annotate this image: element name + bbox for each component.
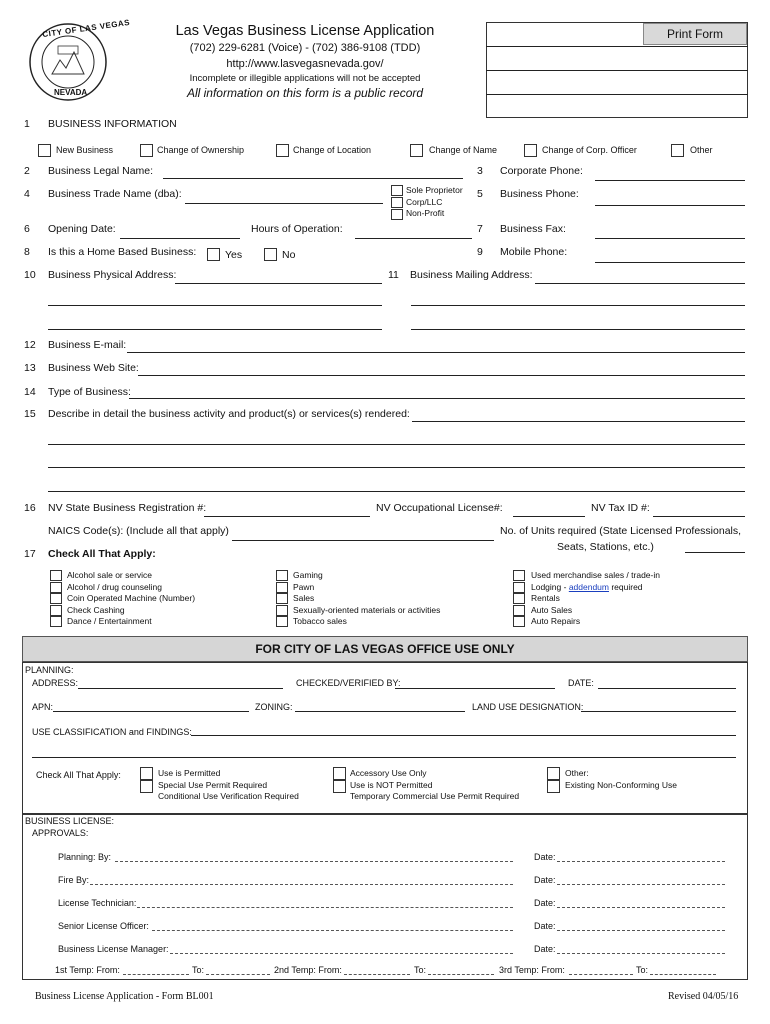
- physical-address-label: Business Physical Address:: [48, 269, 177, 281]
- row-11-number: 11: [388, 269, 399, 281]
- activity-col3-labels: [531, 570, 660, 628]
- approver-manager-input[interactable]: [170, 953, 513, 954]
- temp2-to-label: To:: [414, 965, 427, 975]
- approvals-heading: APPROVALS:: [32, 828, 89, 838]
- dance-label: Dance / Entertainment: [67, 616, 152, 626]
- fax-label: Business Fax:: [500, 223, 566, 235]
- mobile-label: Mobile Phone:: [500, 246, 568, 258]
- row-8-number: 8: [24, 246, 30, 258]
- check-all-heading: Check All That Apply:: [48, 548, 156, 560]
- accessory-use-checkbox[interactable]: [333, 767, 346, 780]
- new-business-checkbox[interactable]: [38, 144, 51, 157]
- accessory-use-label: Accessory Use Only: [350, 768, 427, 778]
- row-5-number: 5: [477, 188, 483, 200]
- home-no-label: No: [282, 249, 296, 261]
- sexually-oriented-checkbox[interactable]: [276, 605, 288, 616]
- coin-machine-label: Coin Operated Machine (Number): [67, 593, 196, 603]
- planning-heading: PLANNING:: [25, 665, 74, 675]
- used-merchandise-label: Used merchandise sales / trade-in: [531, 570, 660, 580]
- use-not-permitted-label: Use is NOT Permitted: [350, 779, 433, 790]
- nv-registration-input[interactable]: [204, 516, 370, 517]
- temp2-to-input[interactable]: [428, 974, 494, 975]
- non-profit-label: Non-Profit: [406, 208, 445, 218]
- alcohol-counseling-label: Alcohol / drug counseling: [67, 581, 162, 592]
- approver-planning-input[interactable]: [115, 861, 513, 862]
- special-use-label: Special Use Permit Required: [158, 779, 268, 790]
- approver-technician-input[interactable]: [137, 907, 513, 908]
- approver-senior-label: Senior License Officer:: [58, 921, 149, 931]
- change-name-label: Change of Name: [429, 145, 498, 155]
- row-9-number: 9: [477, 246, 483, 258]
- temp1-to-label: To:: [192, 965, 205, 975]
- corporate-phone-input[interactable]: [595, 180, 745, 181]
- corp-llc-label: Corp/LLC: [406, 196, 443, 207]
- office-check-all-label: Check All That Apply:: [36, 770, 121, 780]
- units-label-line-2: Seats, Stations, etc.): [557, 541, 654, 553]
- use-classification-input-2[interactable]: [32, 757, 736, 758]
- form-title: Las Vegas Business License Application: [175, 23, 435, 39]
- row-6-number: 6: [24, 223, 30, 235]
- other-label: Other: [690, 145, 713, 155]
- auto-repairs-label: Auto Repairs: [531, 616, 581, 626]
- contact-phones: (702) 229-6281 (Voice) - (702) 386-9108 (TDD): [189, 42, 421, 54]
- type-input[interactable]: [129, 398, 745, 399]
- pawn-checkbox[interactable]: [276, 582, 288, 593]
- row-10-number: 10: [24, 269, 36, 281]
- row-3-number: 3: [477, 165, 483, 177]
- land-use-input[interactable]: [581, 711, 736, 712]
- sole-proprietor-checkbox[interactable]: [391, 185, 403, 196]
- office-use-banner: [22, 636, 748, 662]
- row-15-number: 15: [24, 408, 36, 420]
- units-label-line-1: No. of Units required (State Licensed Professionals,: [500, 525, 742, 537]
- gaming-label: Gaming: [293, 570, 323, 580]
- approver-technician-date-label: Date:: [534, 898, 556, 908]
- opening-date-label: Opening Date:: [48, 223, 116, 235]
- business-phone-label: Business Phone:: [500, 188, 579, 200]
- use-col3-labels: [565, 768, 677, 791]
- zoning-input[interactable]: [295, 711, 465, 712]
- use-col1-labels: [158, 768, 299, 803]
- row-12-number: 12: [24, 339, 36, 351]
- dance-checkbox[interactable]: [50, 616, 62, 627]
- rentals-checkbox[interactable]: [513, 593, 525, 604]
- naics-label: NAICS Code(s): (Include all that apply): [48, 525, 229, 537]
- coin-machine-checkbox[interactable]: [50, 593, 62, 604]
- used-merchandise-checkbox[interactable]: [513, 570, 525, 581]
- section-1-number: 1: [24, 118, 30, 130]
- approver-senior-input[interactable]: [152, 930, 513, 931]
- office-date-label: DATE:: [568, 678, 594, 688]
- gaming-checkbox[interactable]: [276, 570, 288, 581]
- checked-by-input[interactable]: [395, 688, 555, 689]
- temp3-to-input[interactable]: [650, 974, 716, 975]
- email-input[interactable]: [127, 352, 745, 353]
- alcohol-counseling-checkbox[interactable]: [50, 582, 62, 593]
- mailing-address-line-3[interactable]: [411, 329, 745, 330]
- check-cashing-label: Check Cashing: [67, 604, 125, 615]
- office-date-input[interactable]: [598, 688, 736, 689]
- change-corp-officer-checkbox[interactable]: [524, 144, 537, 157]
- website-input[interactable]: [138, 375, 745, 376]
- nv-registration-label: NV State Business Registration #:: [48, 502, 207, 514]
- office-use-title: FOR CITY OF LAS VEGAS OFFICE USE ONLY: [255, 642, 515, 656]
- physical-address-line-1[interactable]: [175, 283, 382, 284]
- physical-address-line-3[interactable]: [48, 329, 382, 330]
- seal-text-top: CITY OF LAS VEGAS: [41, 17, 131, 40]
- auto-sales-checkbox[interactable]: [513, 605, 525, 616]
- sexually-oriented-label: Sexually-oriented materials or activities: [293, 604, 441, 615]
- website-label: Business Web Site:: [48, 362, 139, 374]
- approver-fire-label: Fire By:: [58, 875, 90, 885]
- approver-technician-date-input[interactable]: [557, 907, 725, 908]
- change-ownership-label: Change of Ownership: [157, 145, 245, 155]
- hours-label: Hours of Operation:: [251, 223, 343, 235]
- describe-label: Describe in detail the business activity and product(s) or services(s) rendered:: [48, 408, 410, 420]
- tobacco-checkbox[interactable]: [276, 616, 288, 627]
- temp3-to-label: To:: [636, 965, 649, 975]
- check-cashing-checkbox[interactable]: [50, 605, 62, 616]
- city-seal: [28, 17, 131, 102]
- approver-planning-date-label: Date:: [534, 852, 556, 862]
- change-location-label: Change of Location: [293, 145, 372, 155]
- approver-manager-date-input[interactable]: [557, 953, 725, 954]
- describe-line-1[interactable]: [412, 421, 745, 422]
- nv-tax-input[interactable]: [653, 516, 745, 517]
- opening-date-input[interactable]: [120, 238, 240, 239]
- mobile-input[interactable]: [595, 262, 745, 263]
- checked-by-label: CHECKED/VERIFIED BY:: [296, 678, 401, 688]
- entity-types-list: [406, 185, 463, 220]
- other-use-label: Other:: [565, 768, 589, 778]
- nv-tax-label: NV Tax ID #:: [591, 502, 650, 514]
- temp1-to-input[interactable]: [206, 974, 270, 975]
- describe-line-2[interactable]: [48, 444, 745, 445]
- non-conforming-label: Existing Non-Conforming Use: [565, 779, 677, 790]
- address-label: ADDRESS:: [32, 678, 79, 688]
- seal-text-bottom: NEVADA: [54, 88, 88, 97]
- activity-col1-labels: [67, 570, 195, 628]
- incomplete-notice: Incomplete or illegible applications will not be accepted: [189, 73, 421, 84]
- hours-input[interactable]: [355, 238, 472, 239]
- lodging-label: Lodging - addendum required: [531, 581, 643, 592]
- auto-sales-label: Auto Sales: [531, 604, 573, 615]
- approver-manager-label: Business License Manager:: [58, 944, 169, 954]
- home-business-label: Is this a Home Based Business:: [48, 246, 197, 258]
- use-classification-input-1[interactable]: [191, 735, 736, 736]
- tobacco-label: Tobacco sales: [293, 616, 347, 626]
- lodging-checkbox[interactable]: [513, 582, 525, 593]
- temporary-commercial-label: Temporary Commercial Use Permit Required: [350, 791, 520, 801]
- email-label: Business E-mail:: [48, 339, 127, 351]
- naics-input[interactable]: [232, 540, 494, 541]
- home-no-checkbox[interactable]: [264, 248, 277, 261]
- website-url[interactable]: http://www.lasvegasnevada.gov/: [226, 58, 384, 70]
- use-not-permitted-checkbox[interactable]: [333, 780, 346, 793]
- temp3-from-input[interactable]: [569, 974, 633, 975]
- temp2-from-label: 2nd Temp: From:: [274, 965, 342, 975]
- mailing-address-line-2[interactable]: [411, 305, 745, 306]
- units-input[interactable]: [685, 552, 745, 553]
- type-label: Type of Business:: [48, 386, 131, 398]
- pawn-label: Pawn: [293, 581, 315, 592]
- row-16-number: 16: [24, 502, 36, 514]
- temp3-from-label: 3rd Temp: From:: [499, 965, 565, 975]
- row-4-number: 4: [24, 188, 30, 200]
- home-yes-checkbox[interactable]: [207, 248, 220, 261]
- approver-fire-date-label: Date:: [534, 875, 556, 885]
- change-corp-officer-label: Change of Corp. Officer: [542, 145, 637, 155]
- temp1-from-label: 1st Temp: From:: [55, 965, 120, 975]
- new-business-label: New Business: [56, 145, 114, 155]
- approver-planning-date-input[interactable]: [557, 861, 725, 862]
- non-conforming-checkbox[interactable]: [547, 780, 560, 793]
- use-permitted-label: Use is Permitted: [158, 768, 221, 778]
- trade-name-input[interactable]: [185, 203, 383, 204]
- home-yes-label: Yes: [225, 249, 243, 261]
- approver-senior-date-input[interactable]: [557, 930, 725, 931]
- special-use-checkbox[interactable]: [140, 780, 153, 793]
- change-location-checkbox[interactable]: [276, 144, 289, 157]
- address-input[interactable]: [78, 688, 283, 689]
- temp2-from-input[interactable]: [344, 974, 410, 975]
- row-2-number: 2: [24, 165, 30, 177]
- public-record-notice: All information on this form is a public record: [186, 86, 424, 100]
- physical-address-line-2[interactable]: [48, 305, 382, 306]
- footer-form-id: Business License Application - Form BL001: [35, 991, 214, 1002]
- sales-label: Sales: [293, 593, 315, 603]
- other-use-checkbox[interactable]: [547, 767, 560, 780]
- activity-col2-labels: [293, 570, 440, 628]
- change-ownership-checkbox[interactable]: [140, 144, 153, 157]
- use-classification-label: USE CLASSIFICATION and FINDINGS:: [32, 727, 192, 737]
- trade-name-label: Business Trade Name (dba):: [48, 188, 182, 200]
- approver-fire-input[interactable]: [90, 884, 513, 885]
- corp-llc-checkbox[interactable]: [391, 197, 403, 208]
- describe-line-4[interactable]: [48, 491, 745, 492]
- rentals-label: Rentals: [531, 593, 560, 603]
- print-form-button[interactable]: Print Form: [643, 23, 747, 45]
- sales-checkbox[interactable]: [276, 593, 288, 604]
- use-col2-labels: [350, 768, 519, 803]
- apn-label: APN:: [32, 702, 54, 712]
- addendum-link[interactable]: addendum: [568, 581, 609, 592]
- legal-name-input[interactable]: [163, 178, 463, 179]
- mailing-address-line-1[interactable]: [535, 283, 745, 284]
- business-information-heading: BUSINESS INFORMATION: [48, 118, 177, 130]
- conditional-use-label: Conditional Use Verification Required: [158, 791, 299, 801]
- row-7-number: 7: [477, 223, 483, 235]
- zoning-label: ZONING:: [255, 702, 293, 712]
- fax-input[interactable]: [595, 238, 745, 239]
- approver-senior-date-label: Date:: [534, 921, 556, 931]
- row-13-number: 13: [24, 362, 36, 374]
- legal-name-label: Business Legal Name:: [48, 165, 154, 177]
- row-14-number: 14: [24, 386, 36, 398]
- non-profit-checkbox[interactable]: [391, 209, 403, 220]
- business-license-heading: BUSINESS LICENSE:: [25, 816, 115, 826]
- business-phone-input[interactable]: [595, 205, 745, 206]
- apn-input[interactable]: [53, 711, 249, 712]
- alcohol-sale-checkbox[interactable]: [50, 570, 62, 581]
- use-permitted-checkbox[interactable]: [140, 767, 153, 780]
- approver-manager-date-label: Date:: [534, 944, 556, 954]
- footer-revised: Revised 04/05/16: [668, 991, 739, 1002]
- nv-occupational-input[interactable]: [513, 516, 585, 517]
- approver-technician-label: License Technician:: [58, 898, 137, 908]
- change-name-checkbox[interactable]: [410, 144, 423, 157]
- approver-planning-label: Planning: By:: [58, 852, 112, 862]
- describe-line-3[interactable]: [48, 467, 745, 468]
- sole-proprietor-label: Sole Proprietor: [406, 185, 463, 195]
- alcohol-sale-label: Alcohol sale or service: [67, 570, 153, 580]
- approver-fire-date-input[interactable]: [557, 884, 725, 885]
- row-17-number: 17: [24, 548, 36, 560]
- nv-occupational-label: NV Occupational License#:: [376, 502, 503, 514]
- auto-repairs-checkbox[interactable]: [513, 616, 525, 627]
- mailing-address-label: Business Mailing Address:: [410, 269, 533, 281]
- temp1-from-input[interactable]: [123, 974, 189, 975]
- corporate-phone-label: Corporate Phone:: [500, 165, 583, 177]
- license-box: [22, 814, 748, 980]
- land-use-label: LAND USE DESIGNATION:: [472, 702, 584, 712]
- other-checkbox[interactable]: [671, 144, 684, 157]
